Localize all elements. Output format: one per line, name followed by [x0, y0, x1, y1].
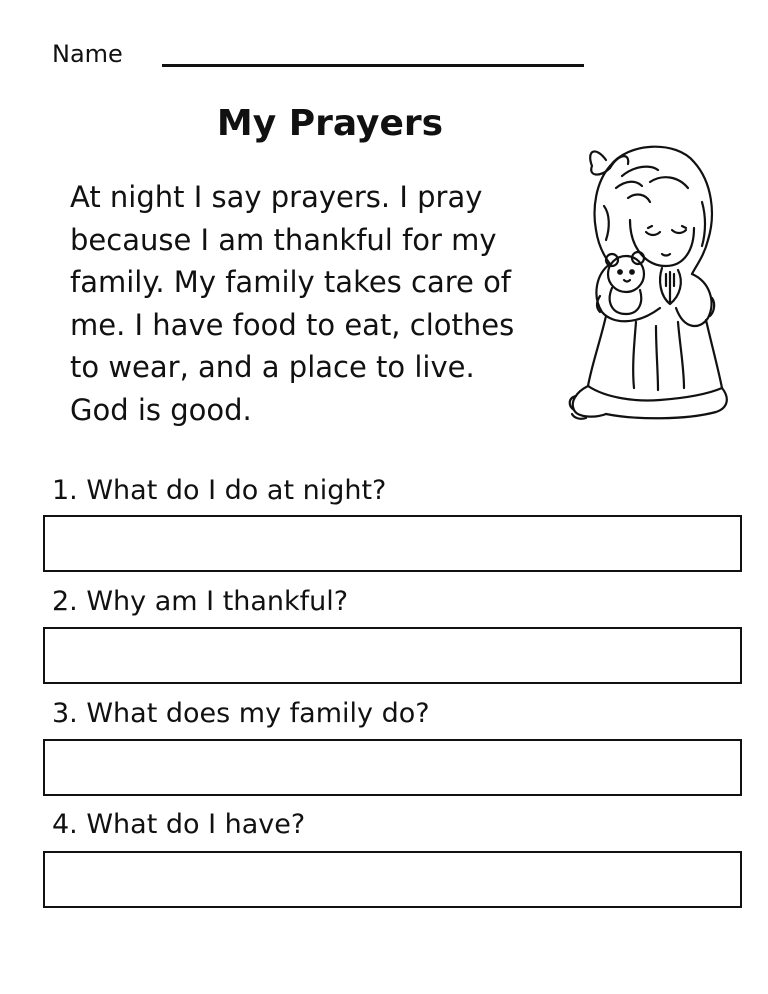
- passage-line: God is good.: [70, 392, 252, 427]
- passage-line: At night I say prayers. I pray: [70, 180, 483, 214]
- passage-line: because I am thankful for my: [70, 222, 497, 257]
- passage-line: me. I have food to eat, clothes: [70, 307, 515, 342]
- passage-line: to wear, and a place to live.: [70, 350, 475, 384]
- question-4: 4. What do I have?: [52, 809, 306, 840]
- question-1: 1. What do I do at night?: [52, 475, 387, 506]
- worksheet-title: My Prayers: [216, 103, 444, 144]
- answer-box-4[interactable]: [43, 851, 742, 908]
- answer-box-2[interactable]: [43, 627, 742, 684]
- name-line[interactable]: [162, 64, 584, 67]
- answer-box-3[interactable]: [43, 739, 742, 796]
- answer-box-1[interactable]: [43, 515, 742, 572]
- question-2: 2. Why am I thankful?: [52, 586, 349, 617]
- praying-girl-illustration: [566, 136, 734, 422]
- question-3: 3. What does my family do?: [52, 698, 430, 729]
- passage-line: family. My family takes care of: [70, 265, 512, 299]
- name-label: Name: [52, 40, 123, 68]
- reading-passage: [70, 176, 590, 431]
